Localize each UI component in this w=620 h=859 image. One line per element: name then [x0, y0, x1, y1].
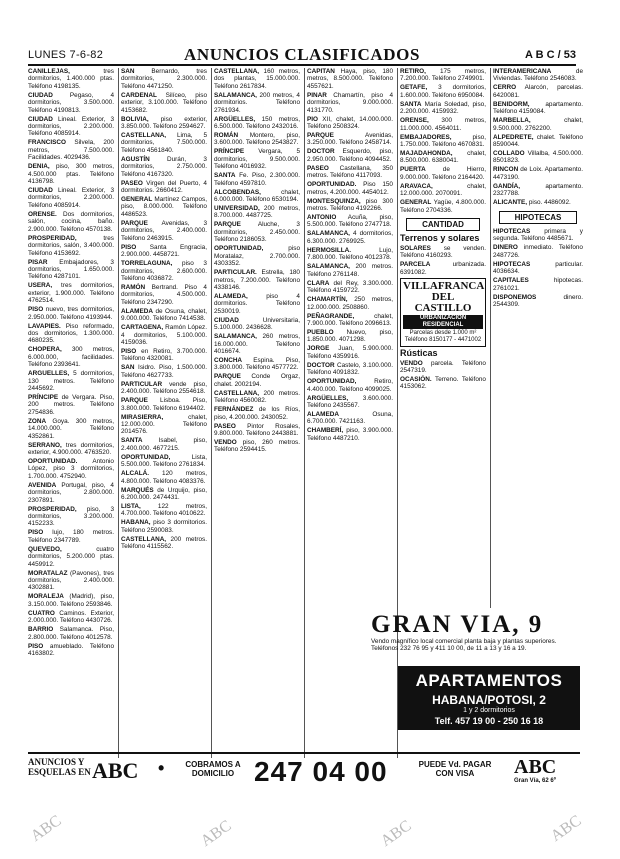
- villafranca-title: VILLAFRANCA DEL CASTILLO: [403, 280, 485, 315]
- ad-keyword: ARGUELLES,: [28, 370, 70, 378]
- classified-ad: RAMÓN Bertrand. Piso 4 dormitorios, 4.500.000. Teléfono 2347290.: [121, 283, 207, 306]
- ad-keyword: DOCTOR: [307, 148, 335, 156]
- page-number: A B C / 53: [525, 49, 576, 61]
- classified-ad: RETIRO, 175 metros, 7.200.000. Teléfono 2749901.: [400, 68, 486, 83]
- classified-ad: PISO amueblado. Teléfono 4163802.: [28, 642, 114, 658]
- ad-keyword: CUATRO: [28, 609, 55, 617]
- ad-keyword: CASTELLANA,: [121, 535, 167, 543]
- classified-ad: CASTELLANA, 200 metros. Teléfono 4560082.: [214, 389, 300, 405]
- gran-via-title: GRAN VIA, 9: [371, 611, 544, 638]
- ad-keyword: COLLADO: [493, 150, 525, 158]
- classified-ad: UNIVERSIDAD, 200 metros, 8.700.000. 4487725.: [214, 205, 300, 220]
- ad-keyword: SALAMANCA,: [307, 230, 350, 238]
- ad-keyword: OPORTUNIDAD,: [307, 378, 357, 386]
- classified-ad: MONTESQUINZA, piso 300 metros. Teléfono 4192266.: [307, 197, 393, 213]
- classified-ad: MORALEJA (Madrid), piso, 3.150.000. Teléfono 2593846.: [28, 593, 114, 608]
- classified-ad: ZONA Goya. 300 metros, 14.000.000. Teléfono 4352861.: [28, 417, 114, 440]
- column-4: [307, 68, 393, 758]
- footer-cobramos: COBRAMOS A DOMICILIO: [185, 760, 241, 778]
- ad-keyword: ROMÁN: [214, 132, 239, 140]
- ad-keyword: PRÍNCIPE: [28, 393, 59, 401]
- classified-ad: PEÑAGRANDE, chalet, 7.900.000. Teléfono 2096613.: [307, 312, 393, 327]
- ad-keyword: CASTELLANA,: [214, 389, 260, 397]
- classified-ad: ORENSE, 300 metros, 11.000.000. 4564011.: [400, 117, 486, 132]
- watermark-abc: ABC: [197, 817, 235, 850]
- classified-ad: CANILLEJAS, tres dormitorios, 1.400.000 ptas. Teléfono 4198135.: [28, 68, 114, 90]
- gran-via-desc: Vendo magnífico local comercial planta baja y plantas superiores.: [371, 638, 557, 645]
- classified-ad: PISO Santa Engracia, 2.900.000. 4458721.: [121, 243, 207, 259]
- ad-keyword: FRANCISCO: [28, 139, 66, 147]
- ad-keyword: ALAMEDA,: [214, 292, 248, 300]
- classified-ad: USERA, tres dormitorios, exterior, 1.900.000. Teléfono 4762514.: [28, 282, 114, 305]
- classified-ad: BARRIO Salamanca. Piso, 2.800.000. Teléfono 4012578.: [28, 626, 114, 641]
- ad-keyword: GETAFE,: [400, 84, 428, 92]
- ad-keyword: PISO: [28, 306, 44, 314]
- gran-via-ad: [371, 612, 588, 653]
- ad-keyword: PISO: [121, 243, 137, 251]
- ad-keyword: ZONA: [28, 417, 47, 425]
- classified-ad: OPORTUNIDAD. Piso 150 metros, 4.200.000. 4454012.: [307, 181, 393, 196]
- footer-visa: PUEDE Vd. PAGAR CON VISA: [418, 760, 492, 778]
- classified-ad: PUERTA de Hierro, 9.000.000. Teléfono 2164420.: [400, 166, 486, 181]
- classified-ad: AGUSTÍN Durán, 3 dormitorios, 2.750.000. Teléfono 4167320.: [121, 155, 207, 178]
- ad-keyword: ALAMEDA: [307, 410, 339, 418]
- classified-ad: ORENSE. Dos dormitorios, salón, cocina, baño. 2.900.000. Teléfono 4570138.: [28, 210, 114, 233]
- classified-ad: ALCALÁ. 120 metros, 4.800.000. Teléfono 4083376.: [121, 470, 207, 485]
- ad-keyword: BOLIVIA,: [121, 115, 149, 123]
- ad-keyword: HERMOSILLA.: [307, 246, 352, 254]
- ad-keyword: ALICANTE,: [493, 199, 528, 207]
- ad-keyword: INTERAMERICANA: [493, 68, 552, 75]
- ad-keyword: PARQUE: [121, 219, 148, 227]
- classified-ad: PARTICULAR. Estrella, 180 metros, 7.200.000. Teléfono 4338146.: [214, 269, 300, 291]
- classified-ad: CARTAGENA, Ramón López. 4 dormitorios, 5.100.000. 4159036.: [121, 324, 207, 346]
- ad-keyword: SAN: [121, 68, 135, 75]
- apartamentos-title: APARTAMENTOS: [415, 671, 563, 690]
- ad-keyword: CLARA: [307, 279, 330, 287]
- ad-keyword: SALAMANCA,: [307, 263, 350, 271]
- ad-keyword: RINCON: [493, 166, 519, 174]
- classified-ad: CHAMBERÍ, piso, 3.900.000. Teléfono 4487210.: [307, 427, 393, 442]
- watermark-abc: ABC: [547, 812, 585, 845]
- ad-keyword: CARDENAL: [121, 91, 157, 99]
- classified-ad: PARQUE Avenidas, 3.250.000. Teléfono 2458714.: [307, 132, 393, 147]
- classified-ad: DENIA, piso, 300 metros, 4.500.000 ptas. Teléfono 4136798.: [28, 163, 114, 186]
- ad-keyword: PARQUE: [121, 397, 148, 405]
- ad-keyword: PISO: [28, 642, 44, 650]
- ad-keyword: MARBELLA,: [493, 117, 531, 125]
- classified-ad: ROMÁN Montero, piso, 3.600.000. Teléfono 2543827.: [214, 132, 300, 147]
- column-2: [121, 68, 207, 758]
- ad-keyword: SOLARES: [400, 244, 431, 252]
- classified-ad: CHAMARTÍN, 250 metros, 12.000.000. 2508860.: [307, 296, 393, 311]
- ad-keyword: PARQUE: [307, 132, 334, 140]
- classified-ad: SALAMANCA, 200 metros, 4 dormitorios. Teléfono 2761934.: [214, 91, 300, 114]
- ad-keyword: UNIVERSIDAD,: [214, 205, 260, 213]
- classified-ad: GANDÍA, apartamento. 2327788.: [493, 182, 583, 198]
- rusticas-heading: Rústicas: [400, 348, 438, 359]
- classified-ad: PARTICULAR vende piso, 2.400.000. Teléfono 2554618.: [121, 380, 207, 396]
- classified-ad: CASTELLANA, Lima, 5 dormitorios, 7.500.000. Teléfono 4561840.: [121, 132, 207, 154]
- classified-ad: PISO nuevo, tres dormitorios, 2.950.000. Teléfono 4193944.: [28, 306, 114, 321]
- ad-keyword: ALCOBENDAS,: [214, 188, 261, 196]
- ad-keyword: PEÑAGRANDE,: [307, 312, 355, 320]
- ad-keyword: MARQUÉS: [121, 486, 154, 494]
- bullet-icon: •: [158, 758, 165, 778]
- ad-keyword: OPORTUNIDAD,: [121, 453, 171, 461]
- ad-keyword: PASEO: [214, 422, 236, 430]
- classified-ad: SANTA María Soledad, piso, 2.200.000. 4159932.: [400, 100, 486, 116]
- ad-keyword: PROSPERIDAD,: [28, 234, 77, 242]
- classified-ad: OPORTUNIDAD, Retiro, 4.400.000. Teléfono 4099025.: [307, 378, 393, 393]
- ad-keyword: MORATALAZ: [28, 569, 68, 577]
- classified-ad: ARGUELLES, 5 dormitorios, 130 metros. Teléfono 2445692.: [28, 370, 114, 392]
- ad-keyword: LAVAPIES.: [28, 322, 61, 330]
- ad-keyword: ANTONIO: [307, 214, 337, 222]
- ad-keyword: ARAVACA,: [400, 182, 433, 190]
- issue-date: LUNES 7-6-82: [28, 49, 104, 61]
- ad-keyword: SANTA: [214, 172, 236, 180]
- ad-keyword: PARCELA: [400, 261, 431, 269]
- classified-ad: DINERO inmediato. Teléfono 2487726.: [493, 244, 583, 259]
- ad-keyword: DENIA,: [28, 163, 50, 171]
- ad-keyword: PIO: [307, 115, 319, 123]
- ad-keyword: CHOPERA,: [28, 346, 62, 354]
- classified-ad: OPORTUNIDAD. Antonio López, piso 3 dormitorios, 1.700.000. 4752940.: [28, 458, 114, 480]
- ad-keyword: CASTELLANA,: [121, 132, 167, 140]
- ad-keyword: DOCTOR: [307, 361, 335, 369]
- classified-columns: [28, 68, 588, 758]
- classified-ad: COLLADO Villalba, 4.500.000. 8501823.: [493, 150, 583, 165]
- footer-brand: ABC: [514, 756, 557, 778]
- villafranca-ad: [400, 278, 486, 347]
- ad-keyword: CHAMARTÍN,: [307, 296, 348, 304]
- ad-keyword: RAMÓN: [121, 283, 146, 291]
- classified-ad: ARGÜELLES, 3.600.000. Teléfono 2435567.: [307, 394, 393, 409]
- ad-keyword: PISAR: [28, 258, 48, 266]
- classified-ad: CAPITALES hipotecas. 2761021.: [493, 277, 583, 292]
- classified-ad: INTERAMERICANA de Viviendas. Teléfono 2546083.: [493, 68, 583, 83]
- classified-ad: PISO lujo, 180 metros. Teléfono 2347789.: [28, 529, 114, 544]
- classified-ad: MARBELLA, chalet, 9.500.000. 2762200.: [493, 117, 583, 132]
- classified-ad: PROSPERIDAD, piso, 3 dormitorios, 3.200.000. 4152233.: [28, 505, 114, 528]
- ad-keyword: PUEBLO: [307, 328, 334, 336]
- apartamentos-ad: [398, 666, 580, 730]
- classified-ad: ALAMEDA de Osuna, chalet, 9.000.000. Teléfono 7414538.: [121, 307, 207, 323]
- page-header: [28, 44, 576, 66]
- classified-ad: PASEO Castellana, 350 metros. Teléfono 4117093.: [307, 164, 393, 180]
- ad-keyword: AVENIDA: [28, 481, 57, 489]
- ad-keyword: MIRASIERRA,: [121, 413, 164, 421]
- section-title: ANUNCIOS CLASIFICADOS: [184, 45, 420, 64]
- ad-keyword: BENIDORM,: [493, 100, 530, 108]
- classified-ad: OPORTUNIDAD, Lista, 5.500.000. Teléfono 2761834.: [121, 453, 207, 469]
- ad-keyword: RETIRO,: [400, 68, 426, 75]
- column-divider: [397, 68, 398, 758]
- ad-keyword: ARGÜELLES,: [214, 115, 256, 123]
- classified-ad: GETAFE, 3 dormitorios, 1.600.000. Teléfono 6950084.: [400, 84, 486, 99]
- ad-keyword: PASEO: [121, 179, 143, 187]
- ad-keyword: PARQUE: [214, 373, 241, 381]
- villafranca-sub: URBANIZACIÓN RESIDENCIAL: [403, 315, 483, 329]
- classified-ad: CAPITAN Haya, piso, 180 metros, 8.500.000. Teléfono 4557621.: [307, 68, 393, 90]
- classified-ad: HERMOSILLA. Lujo, 7.800.000. Teléfono 4012378.: [307, 246, 393, 262]
- ad-keyword: QUEVEDO,: [28, 545, 62, 553]
- ad-keyword: ORENSE,: [400, 117, 429, 125]
- classified-ad: CLARA del Rey, 3.300.000. Teléfono 4159722.: [307, 279, 393, 295]
- ad-keyword: MONTESQUINZA,: [307, 197, 361, 205]
- ad-keyword: OPORTUNIDAD,: [214, 245, 264, 253]
- ad-keyword: OCASIÓN.: [400, 375, 432, 383]
- ad-keyword: CONCHA: [214, 356, 243, 364]
- classified-ad: ARAVACA, chalet, 12.000.000. 2070091.: [400, 182, 486, 198]
- classified-ad: ALCOBENDAS, chalet, 6.000.000. Teléfono 6530194.: [214, 188, 300, 204]
- classified-ad: VENDO piso, 260 metros. Teléfono 2594415.: [214, 438, 300, 454]
- classified-ad: HIPOTECAS primera y segunda. Teléfono 4485671.: [493, 228, 583, 243]
- classified-ad: PARQUE Aluche, 3 dormitorios, 2.450.000. Teléfono 2186053.: [214, 221, 300, 244]
- column-5: [400, 68, 486, 608]
- classified-ad: ANTONIO Acuña, piso, 5.500.000. Teléfono 2747718.: [307, 214, 393, 229]
- ad-keyword: PARTICULAR: [121, 380, 163, 388]
- classified-ad: MAJADAHONDA, chalet, 8.500.000. 6380041.: [400, 150, 486, 165]
- classified-ad: QUEVEDO, cuatro dormitorios, 5.200.000 ptas. 4459912.: [28, 545, 114, 568]
- ad-keyword: PUERTA: [400, 166, 426, 174]
- ad-keyword: SALAMANCA,: [214, 91, 257, 99]
- classified-ad: DOCTOR Esquerdo, piso, 2.950.000. Teléfono 4094452.: [307, 148, 393, 163]
- column-divider: [490, 68, 491, 608]
- cantidad-heading: CANTIDAD: [406, 218, 480, 231]
- ad-keyword: SERRANO,: [28, 441, 62, 449]
- ad-keyword: VENDO: [400, 359, 423, 367]
- ad-keyword: JORGE: [307, 345, 330, 353]
- ad-keyword: CAPITALES: [493, 277, 529, 285]
- ad-keyword: PROSPERIDAD,: [28, 505, 77, 513]
- classified-ad: SALAMANCA, 260 metros, 16.000.000. Teléfono 4016674.: [214, 333, 300, 355]
- classified-ad: BOLIVIA, piso exterior, 3.850.000. Teléfono 2594627.: [121, 115, 207, 131]
- ad-keyword: CASTELLANA,: [214, 68, 260, 75]
- classified-ad: SALAMANCA, 200 metros. Teléfono 2761148.: [307, 263, 393, 278]
- ad-keyword: CARTAGENA,: [121, 324, 164, 332]
- ad-keyword: GENERAL: [400, 199, 432, 207]
- classified-ad: SANTA Isabel, piso, 2.400.000. 4677215.: [121, 437, 207, 452]
- classified-ad: MORATALAZ (Pavones), tres dormitorios, 2.400.000. 4302881.: [28, 569, 114, 592]
- classified-ad: DOCTOR Castelo, 3.100.000. Teléfono 4091832.: [307, 361, 393, 377]
- classified-ad: GENERAL Yagüe, 4.800.000. Teléfono 2704336.: [400, 199, 486, 214]
- column-divider: [304, 68, 305, 758]
- ad-keyword: MAJADAHONDA,: [400, 150, 453, 158]
- classified-ad: SALAMANCA, 4 dormitorios, 6.300.000. 2769925.: [307, 230, 393, 245]
- footer-left-text: ANUNCIOS Y ESQUELAS EN: [28, 757, 91, 777]
- ad-keyword: MORALEJA: [28, 593, 64, 601]
- ad-keyword: PARTICULAR.: [214, 269, 257, 277]
- classified-ad: CIUDAD Lineal. Exterior, 3 dormitorios, 2.200.000. Teléfono 4085914.: [28, 187, 114, 209]
- classified-ad: SANTA Fe. Piso, 2.300.000. Teléfono 4597810.: [214, 172, 300, 187]
- ad-keyword: CIUDAD: [214, 316, 239, 324]
- classified-ad: DISPONEMOS dinero. 2544309.: [493, 293, 583, 309]
- classified-ad: PUEBLO Nuevo, piso, 1.850.000. 4071298.: [307, 328, 393, 344]
- ad-keyword: SANTA: [400, 100, 422, 108]
- footer-banner: [28, 752, 580, 788]
- ad-keyword: HIPOTECAS: [493, 260, 531, 268]
- classified-ad: EMBAJADORES, piso, 1.750.000. Teléfono 4670831.: [400, 133, 486, 149]
- ad-keyword: PISO: [121, 347, 137, 355]
- classified-ad: CASTELLANA, 200 metros. Teléfono 4115562.: [121, 535, 207, 551]
- classified-ad: TORRELAGUNA, piso 3 dormitorios, 2.600.000. Teléfono 4036872.: [121, 260, 207, 282]
- ad-keyword: GANDÍA,: [493, 182, 520, 190]
- villafranca-info: Parcelas desde 1.000 m²: [409, 330, 477, 337]
- classified-ad: ARGÜELLES, 150 metros, 6.500.000. Teléfono 2432016.: [214, 115, 300, 131]
- classified-ad: CERRO Alarcón, parcelas. 6420081.: [493, 84, 583, 99]
- classified-ad: AVENIDA Portugal, piso, 4 dormitorios, 2.800.000. 2307891.: [28, 481, 114, 504]
- apartamentos-street: HABANA/POTOSI, 2: [432, 693, 546, 707]
- ad-keyword: CERRO: [493, 84, 517, 92]
- apartamentos-sub: 1 y 2 dormitorios: [463, 707, 515, 714]
- terrenos-heading: Terrenos y solares: [400, 233, 480, 244]
- ad-keyword: FERNÁNDEZ: [214, 406, 254, 414]
- classified-ad: CIUDAD Universitaria, 5.100.000. 2436628.: [214, 316, 300, 332]
- column-1: [28, 68, 114, 758]
- ad-keyword: CHAMBERÍ,: [307, 427, 344, 435]
- classified-ad: CONCHA Espina. Piso, 3.800.000. Teléfono 4577722.: [214, 356, 300, 372]
- ad-keyword: SANTA: [121, 437, 143, 445]
- classified-ad: PROSPERIDAD, tres dormitorios, salón, 3.400.000. Teléfono 4153692.: [28, 234, 114, 257]
- ad-keyword: LISTA,: [121, 503, 141, 510]
- watermark-abc: ABC: [27, 812, 65, 845]
- classified-ad: SAN Isidro. Piso, 1.500.000. Teléfono 4627733.: [121, 364, 207, 379]
- column-3: [214, 68, 300, 758]
- ad-keyword: HIPOTECAS: [493, 228, 531, 236]
- ad-keyword: VENDO: [214, 438, 237, 446]
- classified-ad: GENERAL Martínez Campos, piso, 8.000.000. Teléfono 4486523.: [121, 196, 207, 218]
- ad-keyword: PISO: [28, 529, 44, 537]
- classified-ad: PISAR Embajadores, 3 dormitorios, 1.650.000. Teléfono 4287101.: [28, 258, 114, 281]
- classified-ad: BENIDORM, apartamento. Teléfono 4159084.: [493, 100, 583, 116]
- classified-ad: SAN Bernardo, tres dormitorios, 2.300.000. Teléfono 4471250.: [121, 68, 207, 90]
- ad-keyword: USERA,: [28, 282, 53, 290]
- apartamentos-phone: Telf. 457 19 00 - 250 16 18: [434, 716, 544, 726]
- ad-keyword: ORENSE.: [28, 210, 57, 218]
- ad-keyword: GENERAL: [121, 196, 153, 204]
- ad-keyword: PRÍNCIPE: [214, 148, 245, 156]
- classified-ad: LAVAPIES. Piso reformado, dos dormitorios, 1.300.000. 4680235.: [28, 322, 114, 345]
- ad-keyword: ALAMEDA: [121, 307, 153, 315]
- classified-ad: VENDO parcela. Teléfono 2547319.: [400, 359, 486, 374]
- classified-ad: PARQUE Lisboa. Piso, 3.800.000. Teléfono 6194402.: [121, 397, 207, 412]
- ad-keyword: DISPONEMOS: [493, 293, 537, 301]
- ad-keyword: SALAMANCA,: [214, 333, 257, 341]
- ad-keyword: EMBAJADORES,: [400, 133, 452, 141]
- classified-ad: PARQUE Avenidas, 3 dormitorios, 2.400.000. Teléfono 2463915.: [121, 219, 207, 242]
- ad-keyword: BARRIO: [28, 626, 54, 634]
- footer-phone: 247 04 00: [254, 756, 388, 787]
- classified-ad: PASEO Pintor Rosales, 9.800.000. Teléfono 2443881.: [214, 422, 300, 437]
- classified-ad: PINAR Chamartín, piso 4 dormitorios, 9.000.000. 4131770.: [307, 91, 393, 114]
- ad-keyword: CIUDAD: [28, 187, 53, 195]
- column-divider: [118, 68, 119, 758]
- classified-ad: CIUDAD Lineal. Exterior, 3 dormitorios, 2.200.000. Teléfono 4085914.: [28, 115, 114, 138]
- ad-keyword: PARQUE: [214, 221, 241, 229]
- ad-keyword: HABANA,: [121, 519, 151, 527]
- classified-ad: LISTA, 122 metros, 4.700.000. Teléfono 4010622.: [121, 503, 207, 518]
- classified-ad: CASTELLANA, 160 metros, dos plantas, 15.000.000. Teléfono 2617834.: [214, 68, 300, 90]
- classified-ad: RINCON de Loix. Apartamento. 4473190.: [493, 166, 583, 181]
- ad-keyword: ARGÜELLES,: [307, 394, 349, 402]
- ad-keyword: AGUSTÍN: [121, 155, 150, 163]
- ad-keyword: SAN: [121, 364, 135, 372]
- column-6: [493, 68, 583, 608]
- ad-keyword: CIUDAD: [28, 115, 53, 123]
- classified-ad: PARCELA urbanizada. 6391082.: [400, 261, 486, 276]
- classified-ad: PARQUE Conde Orgaz, chalet. 2002194.: [214, 373, 300, 388]
- ad-keyword: PASEO: [307, 164, 329, 172]
- gran-via-phone: Teléfonos 232 76 95 y 411 10 00, de 11 a 13 y 16 a 19.: [371, 645, 527, 653]
- hipotecas-heading: HIPOTECAS: [499, 211, 577, 224]
- classified-ad: SOLARES se venden. Teléfono 4160293.: [400, 244, 486, 260]
- classified-ad: ALAMEDA Osuna, 6.700.000. 7421163.: [307, 410, 393, 426]
- footer-address: Gran Vía, 62 6º: [514, 778, 556, 784]
- classified-ad: ALAMEDA, piso 4 dormitorios. Teléfono 2530019.: [214, 292, 300, 315]
- classified-ad: SERRANO, tres dormitorios, exterior, 4.900.000. 4763520.: [28, 441, 114, 456]
- classified-ad: CUATRO Caminos. Exterior, 2.000.000. Teléfono 4430726.: [28, 609, 114, 625]
- classified-ad: MARQUÉS de Urquijo, piso, 6.200.000. 2474431.: [121, 486, 207, 501]
- classified-ad: CIUDAD Pegaso, 4 dormitorios, 3.500.000. Teléfono 4190813.: [28, 91, 114, 114]
- classified-ad: HABANA, piso 3 dormitorios. Teléfono 2590083.: [121, 519, 207, 534]
- classified-ad: OCASIÓN. Terreno. Teléfono 4153062.: [400, 375, 486, 391]
- ad-keyword: TORRELAGUNA,: [121, 260, 173, 268]
- classified-ad: PIO XII, chalet, 14.000.000. Teléfono 2508324.: [307, 115, 393, 131]
- footer-abc-logo: ABC: [92, 758, 139, 783]
- classified-ad: PRÍNCIPE Vergara, 5 dormitorios, 9.500.000. Teléfono 4016932.: [214, 148, 300, 171]
- classified-ad: CHOPERA, 300 metros, 6.000.000, facilidades. Teléfono 2393641.: [28, 346, 114, 369]
- classified-ad: JORGE Juan, 5.900.000. Teléfono 4359916.: [307, 345, 393, 360]
- classified-ad: MIRASIERRA, chalet, 12.000.000. Teléfono 2014576.: [121, 413, 207, 436]
- column-divider: [211, 68, 212, 758]
- classified-ad: PISO en Retiro, 3.700.000. Teléfono 4320081.: [121, 347, 207, 363]
- classified-ad: FERNÁNDEZ de los Ríos, piso, 4.200.000. 2430052.: [214, 406, 300, 421]
- ad-keyword: PINAR: [307, 91, 327, 99]
- ad-keyword: DINERO: [493, 244, 518, 252]
- villafranca-phone: Teléfono 8150177 - 4471002: [404, 337, 482, 344]
- classified-ad: HIPOTECAS particular. 4036634.: [493, 260, 583, 276]
- classified-ad: PASEO Virgen del Puerto, 4 dormitorios. 2660412.: [121, 179, 207, 195]
- classified-ad: PRÍNCIPE de Vergara. Piso, 200 metros. Teléfono 2754836.: [28, 393, 114, 416]
- classified-ad: FRANCISCO Silvela, 200 metros, 7.500.000. Facilidades. 4029436.: [28, 139, 114, 162]
- ad-keyword: ALCALÁ.: [121, 470, 150, 478]
- ad-keyword: OPORTUNIDAD.: [307, 181, 357, 189]
- classified-ad: CARDENAL Silíceo, piso exterior, 3.100.000. Teléfono 4153682.: [121, 91, 207, 114]
- classified-ad: ALPEDRETE, chalet. Teléfono 8590044.: [493, 133, 583, 149]
- classified-ad: ALICANTE, piso. 4486092.: [493, 199, 571, 207]
- watermark-abc: ABC: [377, 817, 415, 850]
- ad-keyword: OPORTUNIDAD.: [28, 458, 78, 465]
- ad-keyword: ALPEDRETE,: [493, 133, 534, 141]
- classified-ad: OPORTUNIDAD, piso Moratalaz, 2.700.000. 4303352.: [214, 245, 300, 268]
- ad-keyword: CIUDAD: [28, 91, 53, 99]
- ad-keyword: CAPITAN: [307, 68, 335, 75]
- ad-keyword: CANILLEJAS,: [28, 68, 70, 75]
